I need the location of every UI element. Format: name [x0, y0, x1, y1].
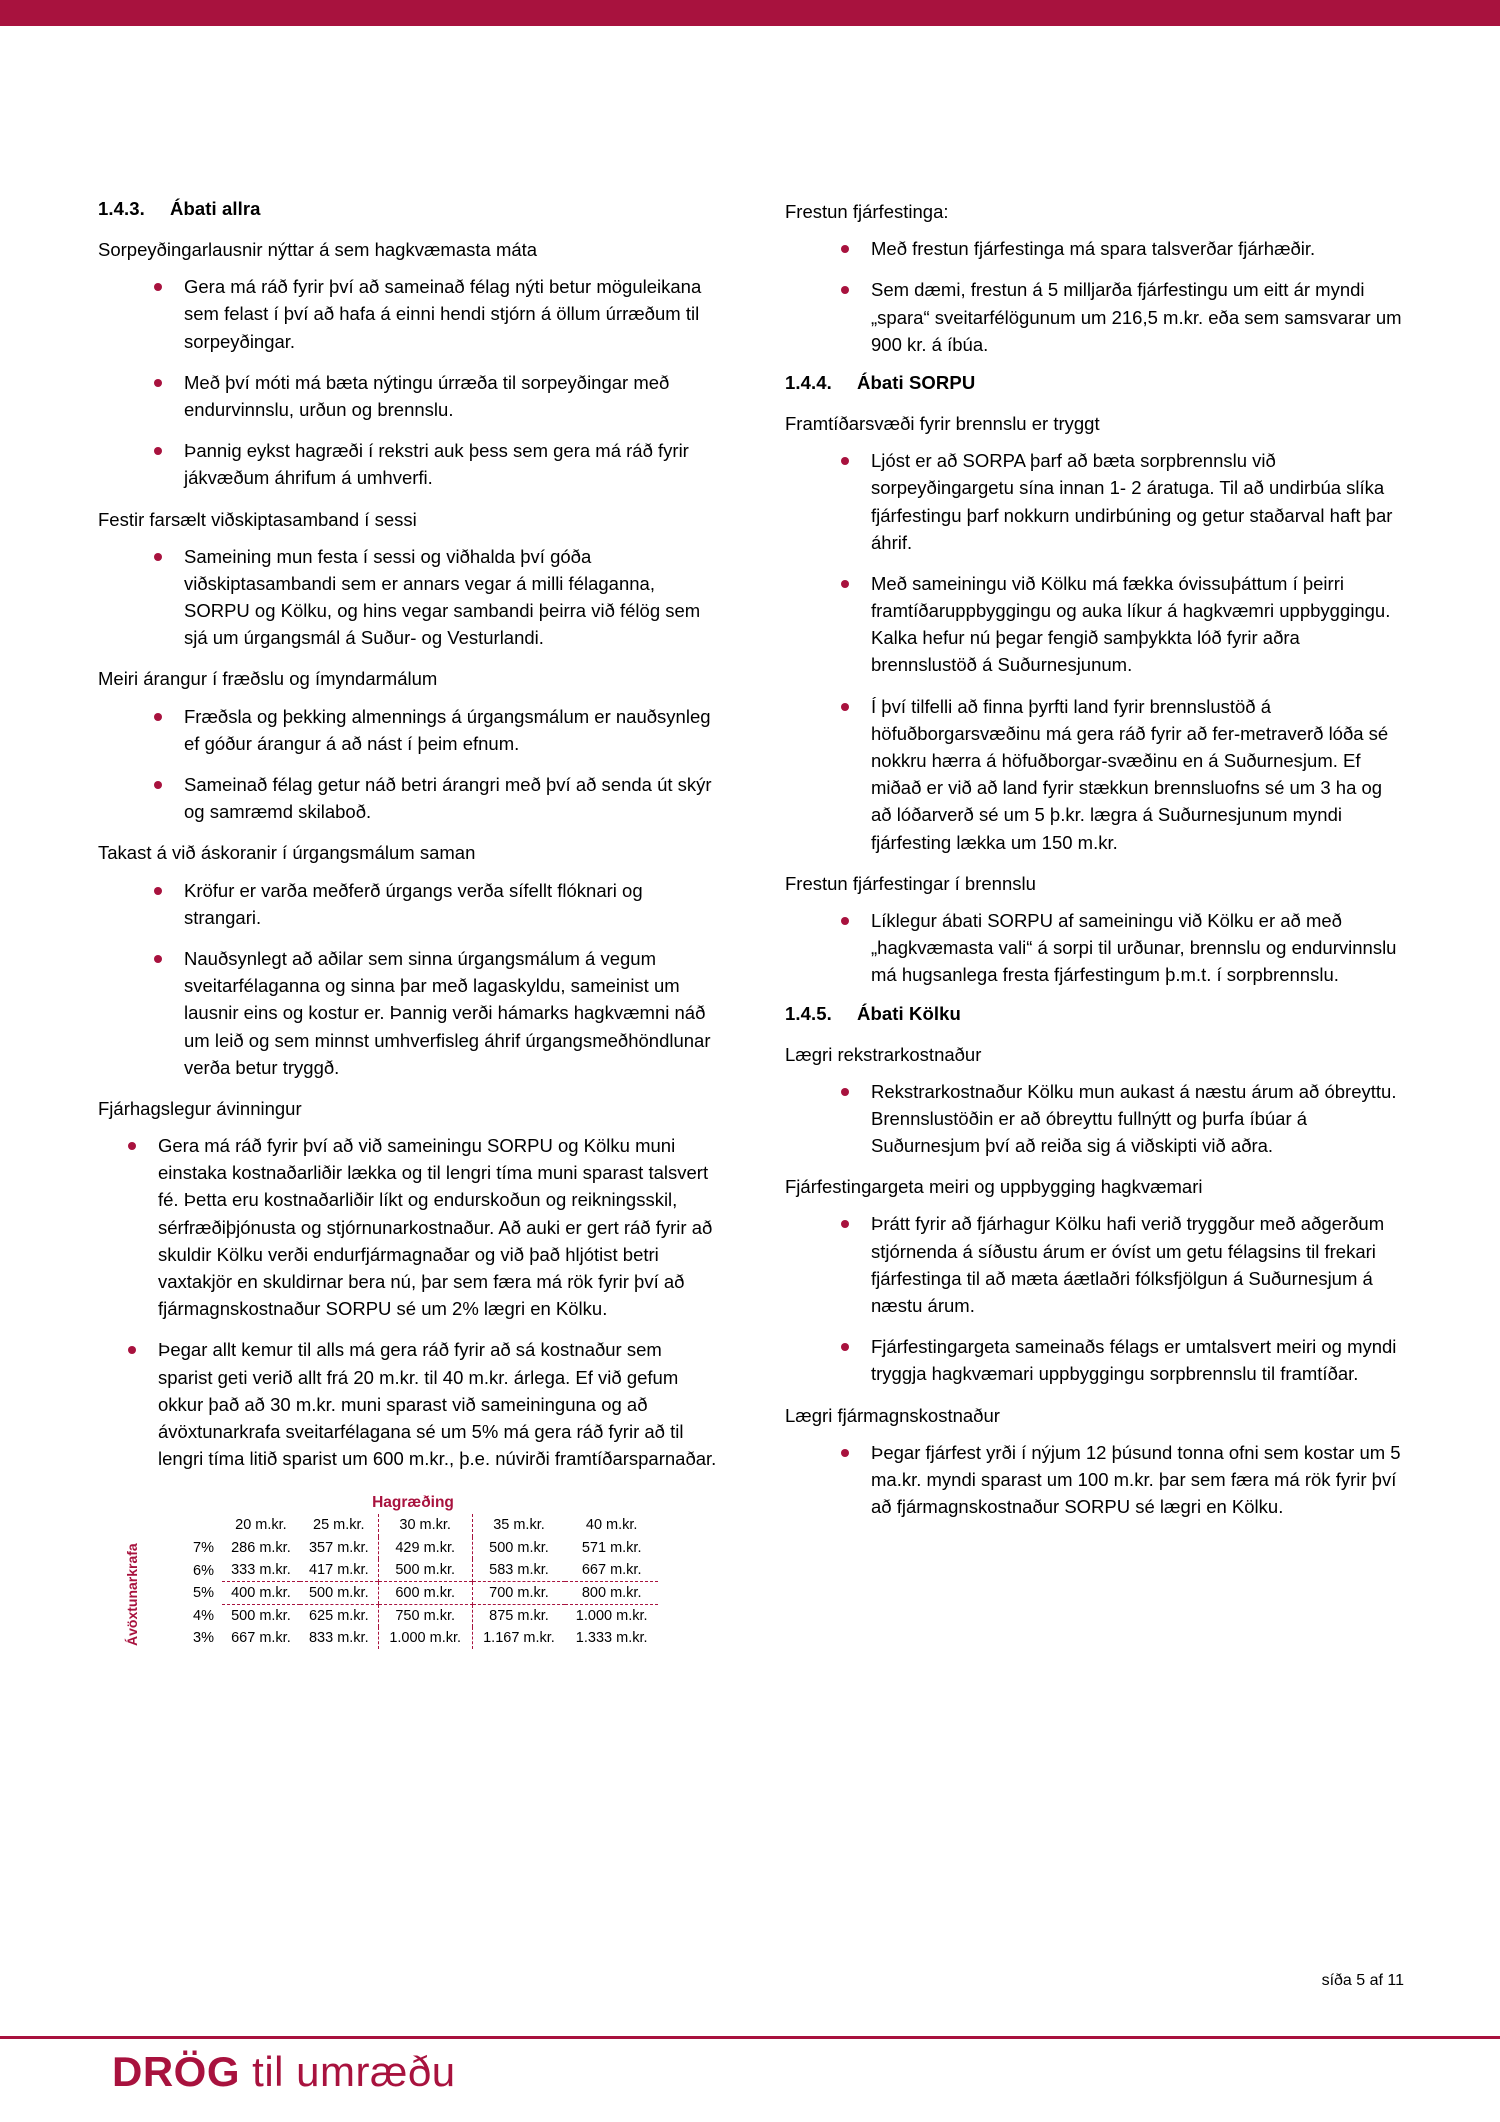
section-title: Ábati SORPU — [857, 371, 976, 393]
two-column-body — [98, 198, 1406, 1649]
list-item: Gera má ráð fyrir því að sameinað félag nýti betur möguleikana sem felast í því að hafa á einni hendi stjórn á öllum úrræðum til sorpeyðingar. — [146, 273, 719, 355]
section-title: Ábati Kölku — [857, 1002, 961, 1024]
row-header: 3% — [193, 1630, 214, 1647]
left-column — [98, 198, 719, 1649]
subheading-laegri-fjarmagnskostnadur: Lægri fjármagnskostnaður — [785, 1404, 1000, 1426]
footer-draft-rest: til umræðu — [240, 2048, 456, 2095]
bullet-list-r1 — [785, 447, 1406, 856]
list-item: Líklegur ábati SORPU af sameiningu við Kölku er að með „hagkvæmasta vali“ á sorpi til urðunar, brennslu og endurvinnslu má hugsanlega fresta fjárfestingum þ.m.t. í sorpbrennslu. — [833, 907, 1406, 989]
page-number: síða 5 af 11 — [1321, 1972, 1404, 1989]
bullet-list-r3 — [785, 1078, 1406, 1160]
table-cell-highlighted: 600 m.kr. — [378, 1582, 472, 1605]
subheading-askoranir: Takast á við áskoranir í úrgangsmálum saman — [98, 842, 476, 864]
table-cell: 583 m.kr. — [489, 1562, 549, 1579]
bullet-list-2 — [98, 543, 719, 652]
table-cell: 625 m.kr. — [308, 1608, 369, 1625]
bullet-list-3 — [98, 703, 719, 826]
list-item: Sameining mun festa í sessi og viðhalda því góða viðskiptasambandi sem er annars vegar á milli félaganna, SORPU og Kölku, og hins vegar sambandi þeirra við félög sem sjá um úrgangsmál á Suður- og Vesturlandi. — [146, 543, 719, 652]
subheading-festir: Festir farsælt viðskiptasamband í sessi — [98, 508, 417, 530]
list-item: Ljóst er að SORPA þarf að bæta sorpbrennslu við sorpeyðingargetu sína innan 1- 2 áratuga. Til að undirbúa slíka fjárfestingu þarf nokkurn undirbúning og getur staðarval haft þar áhrif. — [833, 447, 1406, 556]
list-item: Nauðsynlegt að aðilar sem sinna úrgangsmálum á vegum sveitarfélaganna og sinna þar með lagaskyldu, sameinist um lausnir eins og kostur er. Þannig verði hámarks hagkvæmni náð um leið og sem minnst umhverfisleg áhrif úrgangsmeðhöndlunar verða betur tryggð. — [146, 945, 719, 1081]
table-cell: 500 m.kr. — [378, 1559, 472, 1582]
row-header: 5% — [193, 1585, 214, 1602]
table-cell: 417 m.kr. — [308, 1562, 369, 1579]
subheading-frestun: Frestun fjárfestinga: — [785, 201, 949, 222]
table-cell: 833 m.kr. — [308, 1630, 369, 1647]
bullet-list-1 — [98, 273, 719, 491]
list-item: Með því móti má bæta nýtingu úrræða til sorpeyðingar með endurvinnslu, urðun og brennslu. — [146, 369, 719, 423]
column-header: 20 m.kr. — [235, 1517, 287, 1534]
table-cell: 667 m.kr. — [231, 1630, 291, 1647]
bullet-list-r5 — [785, 1439, 1406, 1521]
table-cell: 800 m.kr. — [565, 1582, 658, 1605]
table-row — [168, 1537, 658, 1559]
row-header: 4% — [193, 1608, 214, 1625]
table-cell: 500 m.kr. — [300, 1582, 378, 1605]
footer-draft-watermark — [112, 2048, 456, 2096]
table-cell: 500 m.kr. — [231, 1608, 291, 1625]
list-item: Fjárfestingargeta sameinaðs félags er umtalsvert meiri og myndi tryggja hagkvæmari uppbyggingu sorpbrennslu til framtíðar. — [833, 1333, 1406, 1387]
list-item: Þegar fjárfest yrði í nýjum 12 þúsund tonna ofni sem kostar um 5 ma.kr. myndi sparast um 100 m.kr. þar sem færa má rök fyrir því að fjármagnskostnaður SORPU sé lægri en Kölku. — [833, 1439, 1406, 1521]
table-cell: 333 m.kr. — [231, 1562, 291, 1579]
bullet-list-r4 — [785, 1210, 1406, 1387]
subheading-fjarhagslegur: Fjárhagslegur ávinningur — [98, 1097, 302, 1119]
column-header: 40 m.kr. — [585, 1517, 638, 1534]
section-number: 1.4.4. — [785, 371, 832, 393]
page-header-bar — [0, 0, 1500, 26]
section-heading-1-4-3 — [98, 198, 719, 220]
subheading-laegri-rekstrarkostnadur: Lægri rekstrarkostnaður — [785, 1043, 982, 1065]
table-row — [168, 1605, 658, 1628]
section-number: 1.4.3. — [98, 198, 145, 219]
list-item: Fræðsla og þekking almennings á úrgangsmálum er nauðsynleg ef góður árangur á að nást í þeim efnum. — [146, 703, 719, 757]
right-column — [785, 198, 1406, 1649]
table-cell: 571 m.kr. — [581, 1540, 642, 1557]
table-cell: 429 m.kr. — [378, 1537, 472, 1559]
table-cell: 700 m.kr. — [472, 1582, 565, 1605]
bullet-list-r0 — [785, 235, 1406, 358]
table-axis-label: Ávöxtunarkrafa — [124, 1543, 140, 1647]
bullet-list-5 — [98, 1132, 719, 1472]
subheading-fjarfestingargeta: Fjárfestingargeta meiri og uppbygging hagkvæmari — [785, 1176, 1203, 1198]
subheading-frestun-brennslu: Frestun fjárfestingar í brennslu — [785, 872, 1036, 894]
section-heading-1-4-4 — [785, 372, 1406, 394]
table-cell: 1.000 m.kr. — [378, 1627, 472, 1649]
list-item: Rekstrarkostnaður Kölku mun aukast á næstu árum að óbreyttu. Brennslustöðin er að óbreyttu fullnýtt og þurfa íbúar á Suðurnesjum því að reiða sig á viðskipti við aðra. — [833, 1078, 1406, 1160]
list-item: Þannig eykst hagræði í rekstri auk þess sem gera má ráð fyrir jákvæðum áhrifum á umhverfi. — [146, 437, 719, 491]
table-title: Hagræðing — [372, 1494, 454, 1512]
table-cell: 875 m.kr. — [489, 1608, 549, 1625]
list-item: Í því tilfelli að finna þyrfti land fyrir brennslustöð á höfuðborgarsvæðinu má gera ráð fyrir að fer-metraverð lóða sé nokkru hærra á höfuðborgar-svæðinu en á Suðurnesjum. Ef miðað er við að land fyrir stækkun brennsluofns sé um 3 ha og að lóðarverð sé um 5 þ.kr. lægra á Suðurnesjunum myndi fjárfesting lækka um 150 m.kr. — [833, 693, 1406, 856]
list-item: Sameinað félag getur náð betri árangri með því að senda út skýr og samræmd skilaboð. — [146, 771, 719, 825]
list-item: Þrátt fyrir að fjárhagur Kölku hafi verið tryggður með aðgerðum stjórnenda á síðustu árum er óvíst um getu félagsins til frekari fjárfestinga til að mæta áætlaðri fólksfjölgun á Suðurnesjum á næstu árum. — [833, 1210, 1406, 1319]
column-header: 25 m.kr. — [313, 1517, 365, 1534]
list-item: Kröfur er varða meðferð úrgangs verða sífellt flóknari og strangari. — [146, 877, 719, 931]
section-title: Ábati allra — [170, 198, 261, 219]
table-cell: 357 m.kr. — [308, 1540, 369, 1557]
list-item: Þegar allt kemur til alls má gera ráð fyrir að sá kostnaður sem sparist geti verið allt frá 20 m.kr. til 40 m.kr. árlega. Ef við gefum okkur það að 30 m.kr. muni sparast við sameininguna og að ávöxtunarkrafa sveitarfélagana sé um 5% má gera ráð fyrir að til lengri tíma litið sparist um 600 m.kr., þ.e. núvirði framtíðarsparnaðar. — [120, 1336, 719, 1472]
table-cell: 286 m.kr. — [231, 1540, 291, 1557]
table-row — [168, 1559, 658, 1582]
table-cell: 750 m.kr. — [378, 1605, 472, 1628]
hagraeding-table-block — [124, 1494, 658, 1649]
column-header: 35 m.kr. — [493, 1517, 545, 1534]
table-header-row — [168, 1514, 658, 1537]
table-cell: 1.000 m.kr. — [575, 1608, 648, 1625]
table-cell: 400 m.kr. — [222, 1582, 300, 1605]
bullet-list-4 — [98, 877, 719, 1081]
table-row-highlighted — [168, 1582, 658, 1605]
table-row — [168, 1627, 658, 1649]
list-item: Sem dæmi, frestun á 5 milljarða fjárfestingu um eitt ár myndi „spara“ sveitarfélögunum um 216,5 m.kr. eða sem samsvarar um 900 kr. á íbúa. — [833, 276, 1406, 358]
footer-draft-bold: DRÖG — [112, 2048, 240, 2095]
row-header: 7% — [193, 1540, 214, 1557]
subheading-framtidarsvaedi: Framtíðarsvæði fyrir brennslu er tryggt — [785, 412, 1100, 434]
list-item: Með frestun fjárfestinga má spara talsverðar fjárhæðir. — [833, 235, 1406, 262]
subheading-fraedsla: Meiri árangur í fræðslu og ímyndarmálum — [98, 668, 438, 690]
table-corner-cell — [168, 1514, 222, 1537]
column-header: 30 m.kr. — [378, 1514, 472, 1537]
row-header: 6% — [193, 1562, 214, 1579]
table-cell: 1.333 m.kr. — [575, 1630, 648, 1647]
bullet-list-r2 — [785, 907, 1406, 989]
table-cell: 500 m.kr. — [489, 1540, 549, 1557]
section-heading-1-4-5 — [785, 1003, 1406, 1025]
section-number: 1.4.5. — [785, 1002, 832, 1024]
hagraeding-table — [168, 1514, 658, 1649]
table-cell: 667 m.kr. — [581, 1562, 642, 1579]
list-item: Gera má ráð fyrir því að við sameiningu SORPU og Kölku muni einstaka kostnaðarliðir lækka og til lengri tíma muni sparast talsvert fé. Þetta eru kostnaðarliðir líkt og endurskoðun og reikningsskil, sérfræðiþjónusta og stjórnunarkostnaður. Að auki er gert ráð fyrir að skuldir Kölku verði endurfjármagnaðar og við það hljótist betri vaxtakjör en skuldirnar bera nú, þar sem færa má rök fyrir því að fjármagnskostnaður SORPU sé um 2% lægri en Kölku. — [120, 1132, 719, 1322]
list-item: Með sameiningu við Kölku má fækka óvissuþáttum í þeirri framtíðaruppbyggingu og auka líkur á hagkvæmri uppbyggingu. Kalka hefur nú þegar fengið samþykkta lóð fyrir aðra brennslustöð á Suðurnesjunum. — [833, 570, 1406, 679]
footer-divider — [0, 2036, 1500, 2039]
paragraph-intro: Sorpeyðingarlausnir nýttar á sem hagkvæmasta máta — [98, 239, 538, 260]
table-cell: 1.167 m.kr. — [483, 1630, 555, 1647]
